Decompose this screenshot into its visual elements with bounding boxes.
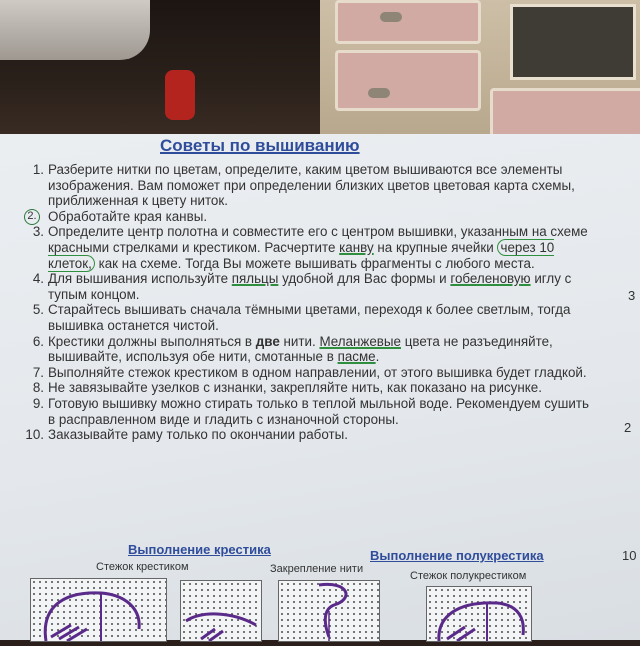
item-text: . [375,349,380,365]
fasten-thread-diagram [278,580,380,642]
underlined-word: канву [339,239,374,255]
list-item [18,380,598,396]
item-text: Обработайте края канвы. [48,208,208,224]
drawer-knob [368,88,390,98]
half-stitch-diagram [426,586,532,642]
underlined-word: Меланжевые [319,333,401,349]
list-item [18,334,598,365]
instruction-sheet [0,134,640,640]
cabinet-drawer [335,50,481,111]
item-text: Выполняйте стежок крестиком в одном направлении, от этого вышивка будет гладкой. [48,364,587,380]
item-number: 6. [32,333,44,349]
list-item [18,396,598,427]
list-item [18,224,598,271]
cross-stitch-heading: Выполнение крестика [128,542,271,557]
list-item [18,365,598,381]
cabinet-drawer [490,88,640,139]
background-sweater [0,0,150,60]
item-number: 3. [32,224,44,240]
cross-stitch-caption: Стежок крестиком [96,561,189,573]
drawer-knob [380,12,402,22]
page-title: Советы по вышиванию [160,136,360,155]
item-text: Не завязывайте узелков с изнанки, закрепляйте нить, как показано на рисунке. [48,380,542,396]
list-item [18,302,598,333]
item-text: на крупные ячейки [373,239,498,255]
stitch-drawing [427,587,531,641]
item-text: цвета не разъединяйте, вышивайте, используя обе нити, смотанные в [48,333,553,365]
list-item [18,209,598,225]
underlined-word: пасме [337,349,376,365]
cabinet-drawer [335,0,481,44]
item-number: 7. [32,364,44,380]
item-text: иглу с тупым концом. [48,271,572,302]
item-text: Определите центр полотна и совместите его с центром вышивки, указанным на схеме красными стрелками и крестиком. Расчертите [48,224,588,255]
item-text: как на схеме. Тогда Вы можете вышивать фрагменты с любого места. [94,255,535,271]
item-number: 5. [32,302,44,318]
stitch-drawing [279,581,379,641]
list-item [18,162,598,209]
item-text: Заказывайте раму только по окончании работы. [48,427,348,443]
item-number: 9. [32,395,44,411]
item-text: нити. [279,333,320,349]
fasten-caption: Закрепление нити [270,563,364,575]
item-text: Для вышивания используйте [48,271,232,287]
margin-number: 10 [622,548,637,563]
item-number: 4. [32,271,44,287]
cross-stitch-diagram-2 [180,580,262,642]
list-item [18,427,598,443]
list-item [18,271,598,302]
tips-list [18,162,598,443]
item-text: Готовую вышивку можно стирать только в теплой мыльной воде. Рекомендуем сушить в расправленном виде и гладить с изнаночной стороны. [48,395,589,427]
circled-phrase: через 10 клеток, [48,239,555,271]
bold-word: две [255,333,280,349]
item-number: 10. [25,427,44,443]
half-stitch-caption: Стежок полукрестиком [410,570,527,582]
half-stitch-heading: Выполнение полукрестика [370,548,544,563]
item-text: Старайтесь вышивать сначала тёмными цветами, переходя к более светлым, тогда вышивка останется чистой. [48,302,571,333]
item-text: удобной для Вас формы и [278,271,451,287]
stitch-drawing [31,579,166,641]
cabinet-glass-door [510,4,636,80]
underlined-word: пяльцы [231,271,279,287]
item-number-circled: 2. [24,209,40,225]
underlined-word: гобеленовую [450,271,531,287]
item-text: Крестики должны выполняться в [48,333,256,349]
item-text: Разберите нитки по цветам, определите, каким цветом вышиваются все элементы изображения. Вам поможет при определении близких цветов цветовая карта схемы, приближенная к цвету ниток. [48,162,575,209]
stitch-drawing [181,581,261,641]
item-number: 1. [32,162,44,177]
background-red-object [165,70,195,120]
item-number: 8. [32,380,44,396]
margin-number: 2 [624,420,632,435]
margin-number: 3 [628,288,636,303]
cross-stitch-diagram [30,578,167,642]
